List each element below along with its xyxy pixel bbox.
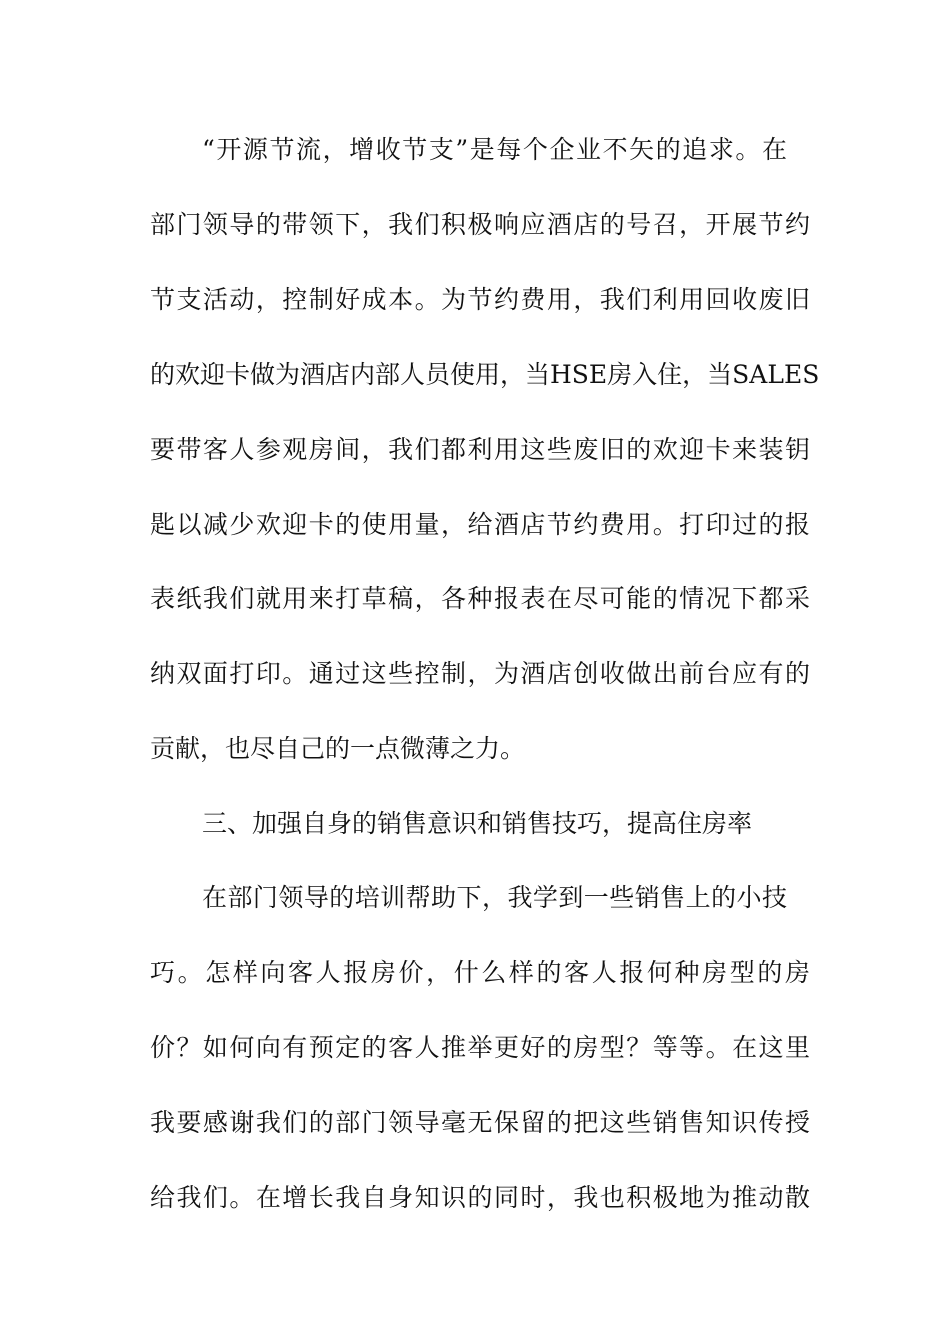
paragraph-line: 巧。怎样向客人报房价，什么样的客人报何种房型的房 [150,958,810,987]
paragraph-line: 匙以减少欢迎卡的使用量，给酒店节约费用。打印过的报 [150,510,810,539]
paragraph-line: 给我们。在增长我自身知识的同时，我也积极地为推动散 [150,1183,810,1212]
paragraph-line: 部门领导的带领下，我们积极响应酒店的号召，开展节约 [150,210,810,239]
paragraph-line: 的欢迎卡做为酒店内部人员使用，当HSE房入住，当SALES [150,360,820,389]
paragraph-line: 要带客人参观房间，我们都利用这些废旧的欢迎卡来装钥 [150,435,810,464]
paragraph-line: 我要感谢我们的部门领导毫无保留的把这些销售知识传授 [150,1108,810,1137]
paragraph-line: “开源节流，增收节支”是每个企业不矢的追求。在 [202,135,787,164]
paragraph-line: 表纸我们就用来打草稿，各种报表在尽可能的情况下都采 [150,584,810,613]
paragraph-line: 节支活动，控制好成本。为节约费用，我们利用回收废旧 [150,285,810,314]
section-heading: 三、加强自身的销售意识和销售技巧，提高住房率 [202,809,753,838]
paragraph-line: 纳双面打印。通过这些控制，为酒店创收做出前台应有的 [150,659,810,688]
paragraph-line: 在部门领导的培训帮助下，我学到一些销售上的小技 [202,883,787,912]
paragraph-line: 价？如何向有预定的客人推举更好的房型？等等。在这里 [150,1033,810,1062]
paragraph-line: 贡献，也尽自己的一点微薄之力。 [150,734,526,763]
